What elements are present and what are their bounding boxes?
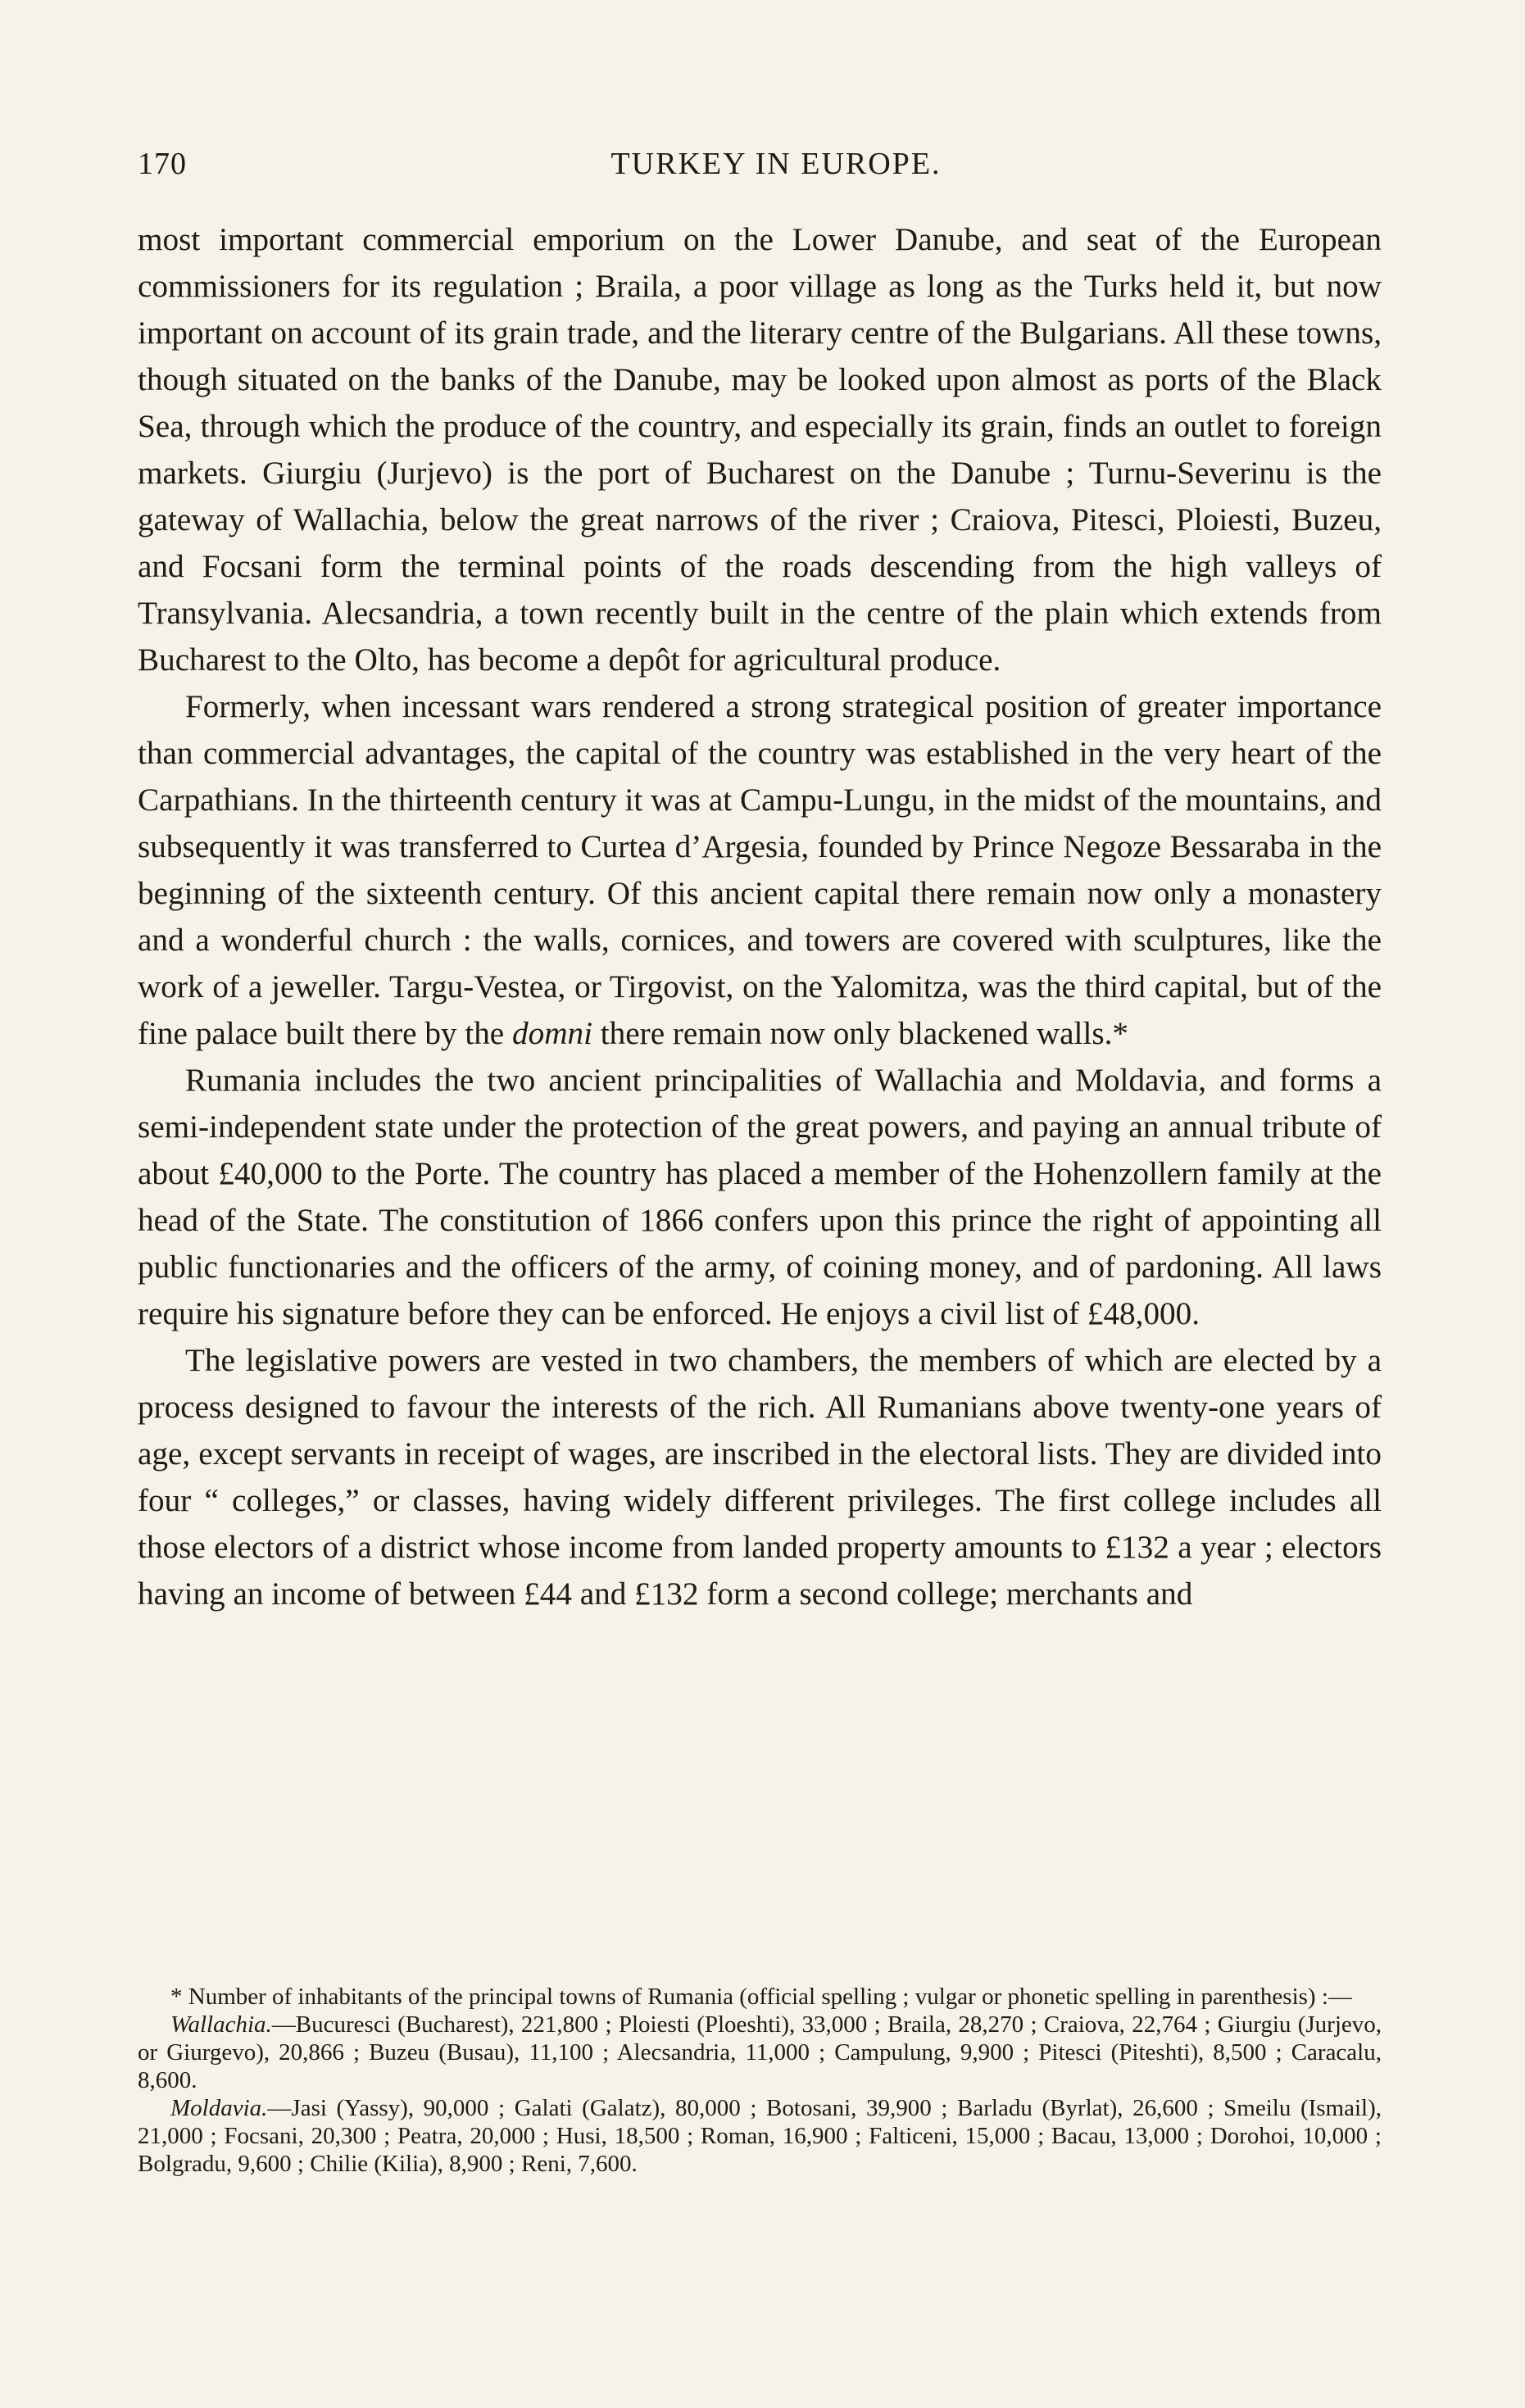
footnote-moldavia-text: —Jasi (Yassy), 90,000 ; Galati (Galatz), 80,000 ; Botosani, 39,900 ; Barladu (Byrlat), 26,600 ; Smeilu (Ismail), 21,000 ; Focsani, 20,300 ; Peatra, 20,000 ; Husi, 18,500 ; Roman, 16,900 ; Falticeni, 15,000 ; Bacau, 13,000 ; Dorohoi, 10,000 ; Bolgradu, 9,600 ; Chilie (Kilia), 8,900 ; Reni, 7,600. xyxy=(138,2095,1382,2177)
footnote-moldavia xyxy=(138,2094,1382,2178)
page-number: 170 xyxy=(138,147,187,181)
paragraph-2 xyxy=(138,683,1382,1057)
footnote-wallachia-text: —Bucuresci (Bucharest), 221,800 ; Ploiesti (Ploeshti), 33,000 ; Braila, 28,270 ; Craiova, 22,764 ; Giurgiu (Jurjevo, or Giurgevo), 20,866 ; Buzeu (Busau), 11,100 ; Alecsandria, 11,000 ; Campulung, 9,900 ; Pitesci (Piteshti), 8,500 ; Caracalu, 8,600. xyxy=(138,2011,1382,2093)
paragraph-2-end: there remain now only blackened walls.* xyxy=(592,1016,1128,1051)
footnotes xyxy=(138,1983,1382,2178)
paragraph-1: most important commercial emporium on the Lower Danube, and seat of the European commissioners for its regulation ; Braila, a poor village as long as the Turks held it, but now important on account of its grain trade, and the literary centre of the Bulgarians. All these towns, though situated on the banks of the Danube, may be looked upon almost as ports of the Black Sea, through which the produce of the country, and especially its grain, finds an outlet to foreign markets. Giurgiu (Jurjevo) is the port of Bucharest on the Danube ; Turnu-Severinu is the gateway of Wallachia, below the great narrows of the river ; Craiova, Pitesci, Ploiesti, Buzeu, and Focsani form the terminal points of the roads descending from the high valleys of Transylvania. Alecsandria, a town recently built in the centre of the plain which extends from Bucharest to the Olto, has become a depôt for agricultural produce. xyxy=(138,222,1382,678)
footnote-wallachia xyxy=(138,2011,1382,2094)
footnote-wallachia-label: Wallachia. xyxy=(170,2011,272,2038)
footnote-intro: * Number of inhabitants of the principal towns of Rumania (official spelling ; vulgar or phonetic spelling in parenthesis) :— xyxy=(170,1984,1352,2010)
page-header xyxy=(138,146,1382,195)
paragraph-3: Rumania includes the two ancient principalities of Wallachia and Moldavia, and forms a semi-independent state under the protection of the great powers, and paying an annual tribute of about £40,000 to the Porte. The country has placed a member of the Hohenzollern family at the head of the State. The constitution of 1866 confers upon this prince the right of appointing all public functionaries and the officers of the army, of coining money, and of pardoning. All laws require his signature before they can be enforced. He enjoys a civil list of £48,000. xyxy=(138,1063,1382,1331)
running-title: TURKEY IN EUROPE. xyxy=(610,147,942,181)
italic-term-domni: domni xyxy=(512,1016,592,1051)
body-text xyxy=(138,216,1382,1617)
paragraph-4: The legislative powers are vested in two chambers, the members of which are elected by a process designed to favour the interests of the rich. All Rumanians above twenty-one years of age, except servants in receipt of wages, are inscribed in the electoral lists. They are divided into four “ colleges,” or classes, having widely different privileges. The first college includes all those electors of a district whose income from landed property amounts to £132 a year ; electors having an income of between £44 and £132 form a second college; merchants and xyxy=(138,1343,1382,1612)
footnote-moldavia-label: Moldavia. xyxy=(170,2095,268,2121)
paragraph-2-start: Formerly, when incessant wars rendered a strong strategical position of greater importance than commercial advantages, the capital of the country was established in the very heart of the Carpathians. In the thirteenth century it was at Campu-Lungu, in the midst of the mountains, and subsequently it was transferred to Curtea d’Argesia, founded by Prince Negoze Bessaraba in the beginning of the sixteenth century. Of this ancient capital there remain now only a monastery and a wonderful church : the walls, cornices, and towers are covered with sculptures, like the work of a jeweller. Targu-Vestea, or Tirgovist, on the Yalomitza, was the third capital, but of the fine palace built there by the xyxy=(138,689,1382,1051)
